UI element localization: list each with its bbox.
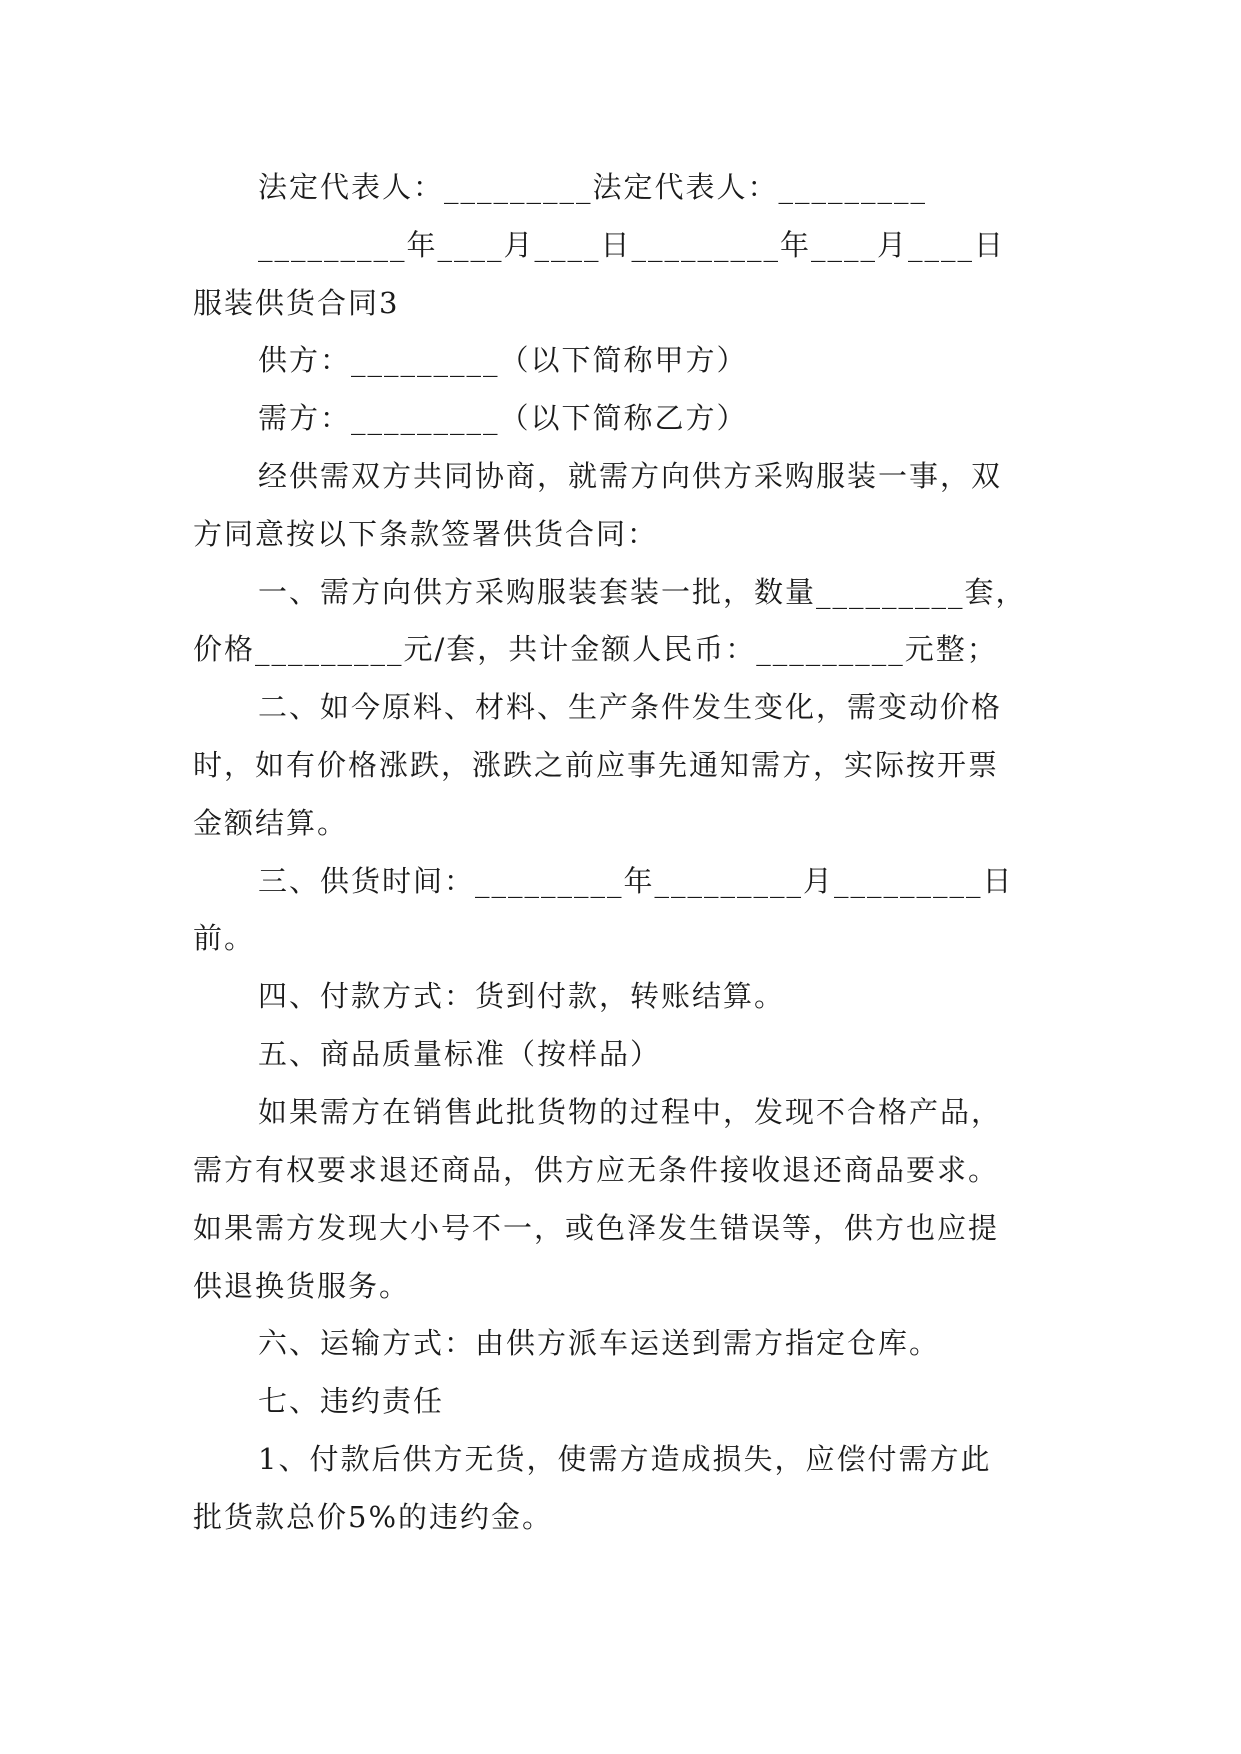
paragraph-line: 经供需双方共同协商，就需方向供方采购服装一事，双 bbox=[258, 459, 1003, 493]
date-line: _________年____月____日_________年____月____日 bbox=[258, 228, 1006, 262]
clause-2-line: 金额结算。 bbox=[193, 806, 349, 840]
supplier-line: 供方：_________（以下简称甲方） bbox=[258, 343, 748, 377]
legal-representative-line: 法定代表人：_________法定代表人：_________ bbox=[258, 170, 928, 204]
clause-5-line: 如果需方发现大小号不一，或色泽发生错误等，供方也应提 bbox=[193, 1211, 1000, 1245]
clause-1-line: 一、需方向供方采购服装套装一批，数量_________套， bbox=[258, 575, 1027, 609]
clause-2-line: 时，如有价格涨跌，涨跌之前应事先通知需方，实际按开票 bbox=[193, 748, 1000, 782]
clause-5-line: 需方有权要求退还商品，供方应无条件接收退还商品要求。 bbox=[193, 1153, 1000, 1187]
clause-4-line: 四、付款方式：货到付款，转账结算。 bbox=[258, 979, 786, 1013]
clause-7-item-1-line: 1、付款后供方无货，使需方造成损失，应偿付需方此 bbox=[258, 1442, 992, 1476]
clause-5-line: 如果需方在销售此批货物的过程中，发现不合格产品， bbox=[258, 1095, 1003, 1129]
paragraph-line: 方同意按以下条款签署供货合同： bbox=[193, 517, 659, 551]
clause-5-line: 供退换货服务。 bbox=[193, 1269, 411, 1303]
contract-title: 服装供货合同3 bbox=[193, 286, 400, 320]
clause-5-heading: 五、商品质量标准（按样品） bbox=[258, 1037, 662, 1071]
clause-3-line: 前。 bbox=[193, 921, 256, 955]
buyer-line: 需方：_________（以下简称乙方） bbox=[258, 401, 748, 435]
clause-7-item-1-line: 批货款总价5%的违约金。 bbox=[193, 1500, 554, 1534]
clause-1-line: 价格_________元/套，共计金额人民币：_________元整； bbox=[193, 632, 998, 666]
clause-2-line: 二、如今原料、材料、生产条件发生变化，需变动价格 bbox=[258, 690, 1003, 724]
clause-3-line: 三、供货时间：_________年_________月_________日 bbox=[258, 864, 1014, 898]
clause-6-line: 六、运输方式：由供方派车运送到需方指定仓库。 bbox=[258, 1326, 941, 1360]
clause-7-heading: 七、违约责任 bbox=[258, 1384, 445, 1418]
